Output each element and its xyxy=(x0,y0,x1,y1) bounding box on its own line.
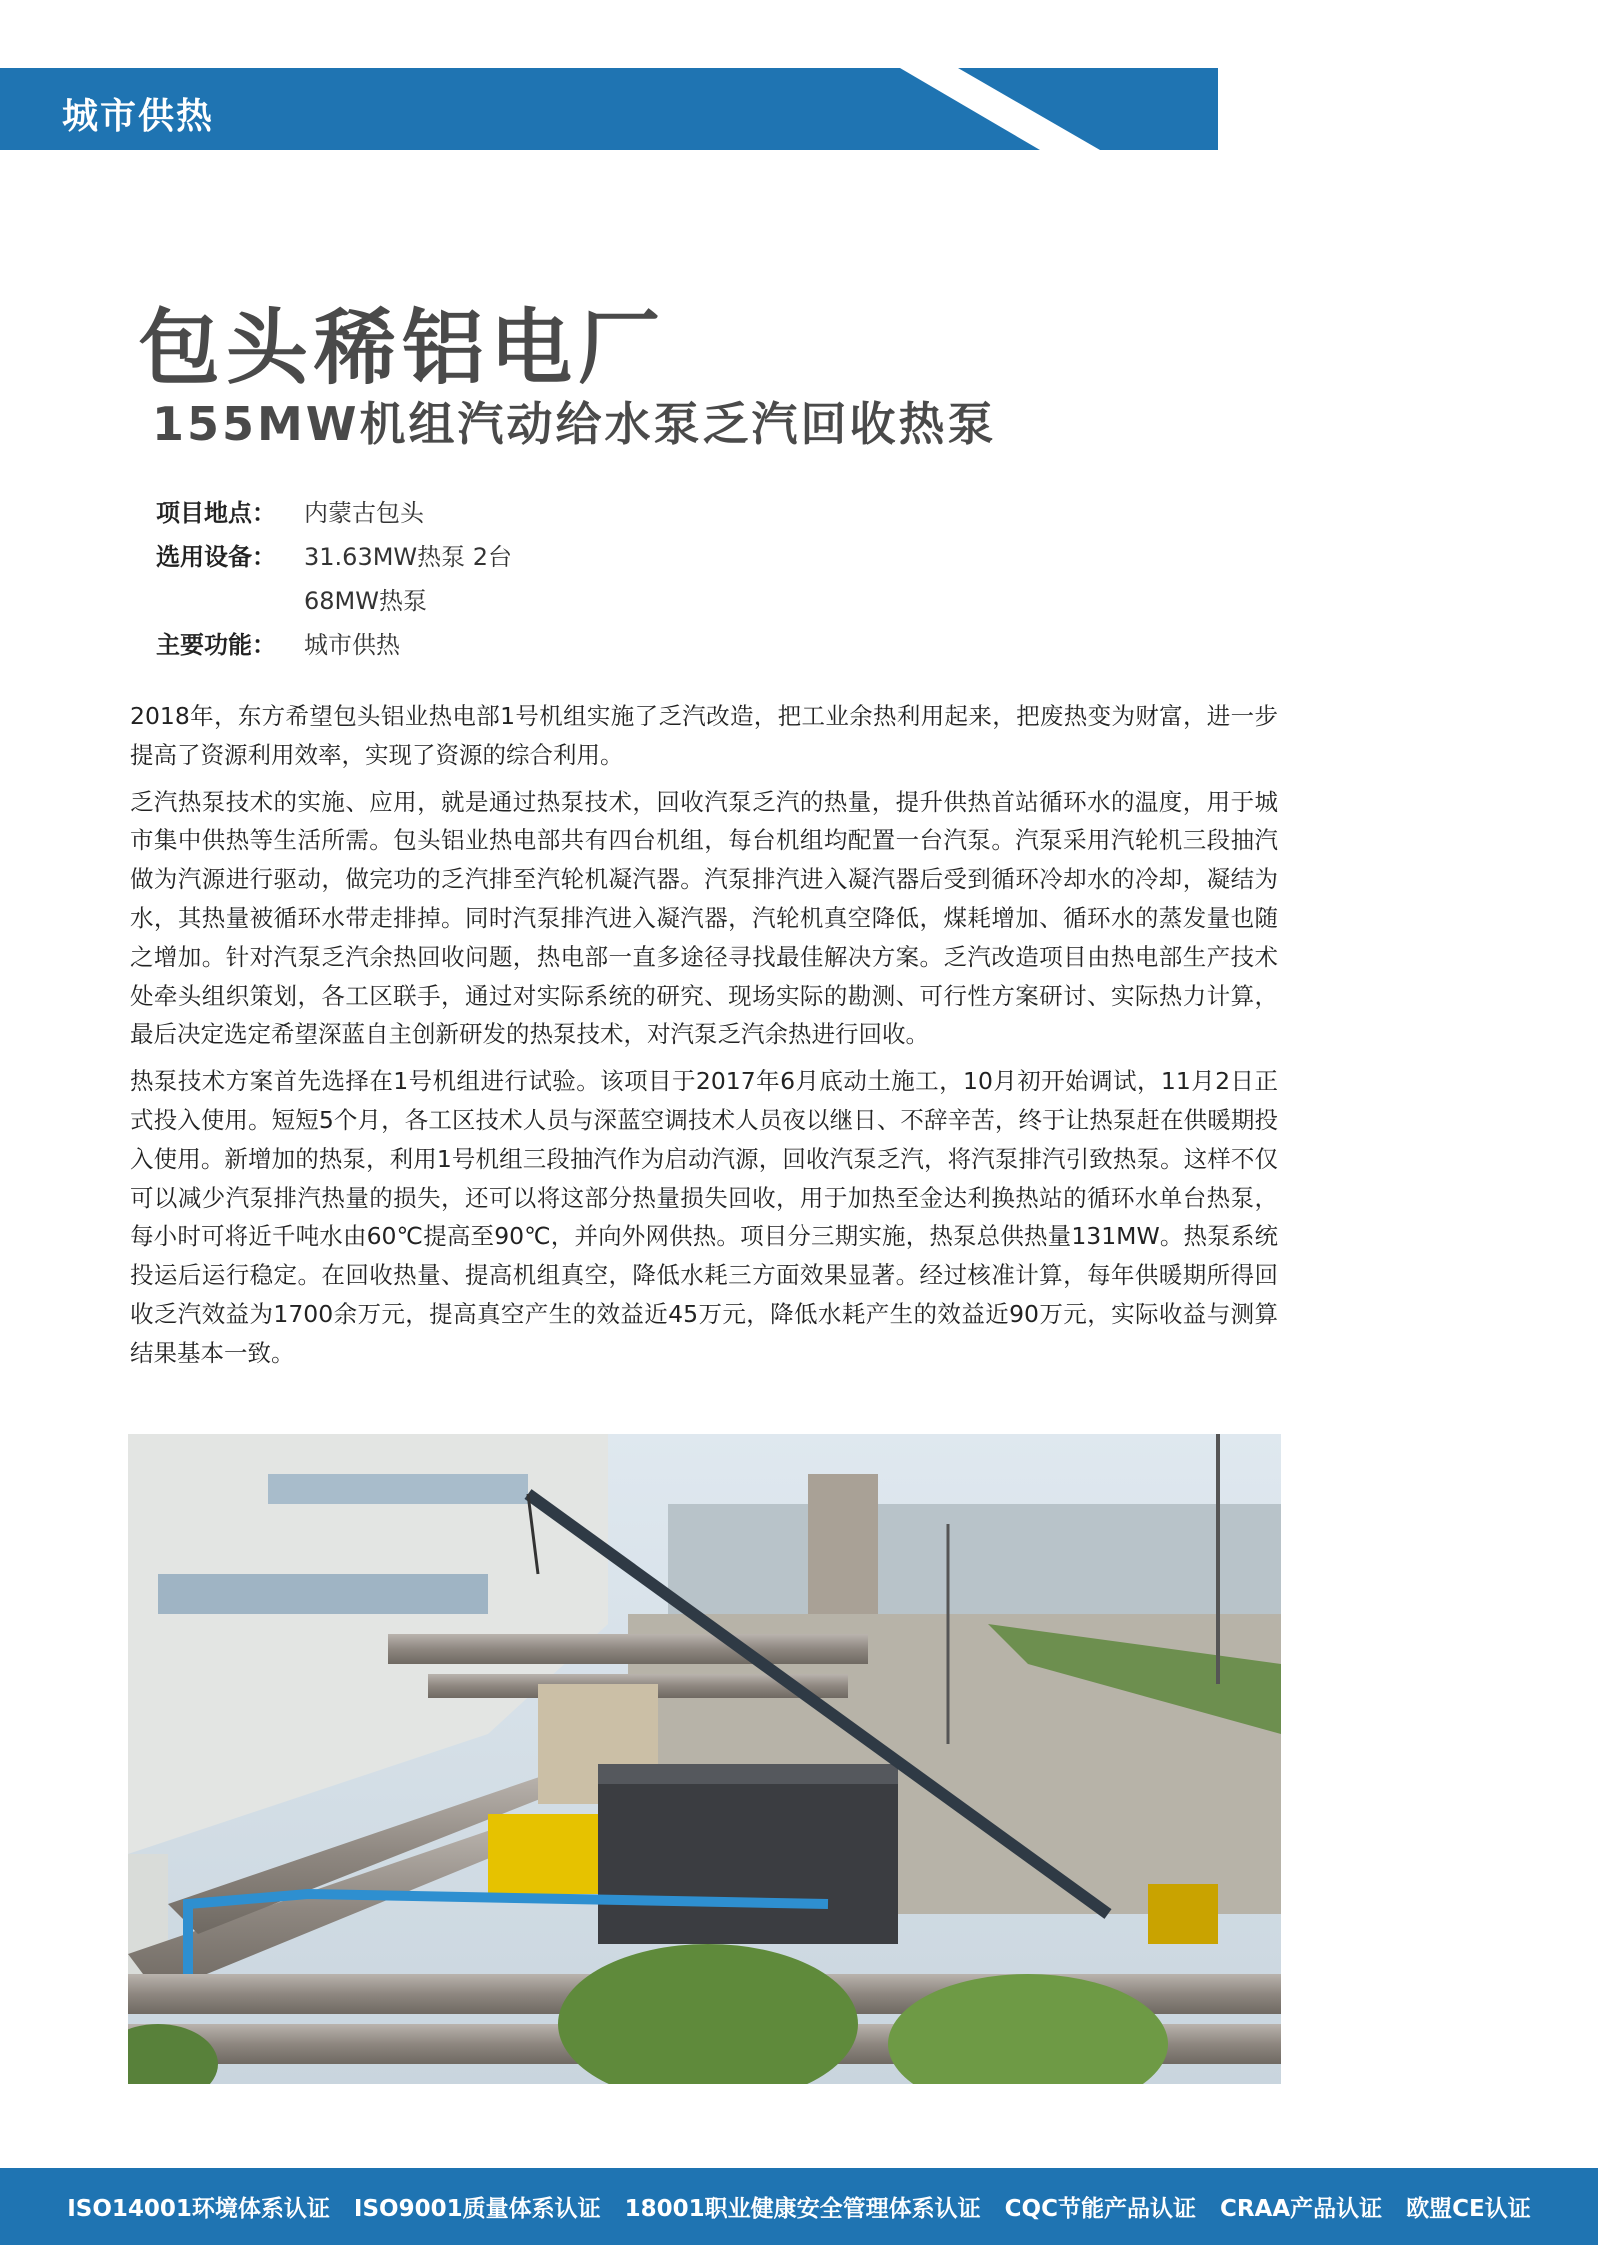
cert-item: ISO9001质量体系认证 xyxy=(353,2196,601,2222)
page-title: 包头稀铝电厂 xyxy=(138,301,667,396)
info-location xyxy=(156,488,512,532)
project-info xyxy=(156,488,512,664)
equipment-label: 选用设备： xyxy=(156,542,276,571)
cert-item: ISO14001环境体系认证 xyxy=(67,2196,330,2222)
cert-item: 欧盟CE认证 xyxy=(1406,2196,1531,2222)
paragraph-3: 热泵技术方案首先选择在1号机组进行试验。该项目于2017年6月底动土施工，10月初开始调试，11月2日正式投入使用。短短5个月，各工区技术人员与深蓝空调技术人员夜以继日、不辞辛苦，终于让热泵赶在供暖期投入使用。新增加的热泵，利用1号机组三段抽汽作为启动汽源，回收汽泵乏汽，将汽泵排汽引致热泵。这样不仅可以减少汽泵排汽热量的损失，还可以将这部分热量损失回收，用于加热至金达利换热站的循环水单台热泵，每小时可将近千吨水由60℃提高至90℃，并向外网供热。项目分三期实施，热泵总供热量131MW。热泵系统投运后运行稳定。在回收热量、提高机组真空，降低水耗三方面效果显著。经过核准计算，每年供暖期所得回收乏汽效益为1700余万元，提高真空产生的效益近45万元，降低水耗产生的效益近90万元，实际收益与测算结果基本一致。 xyxy=(130,1067,1278,1367)
site-photo xyxy=(128,1434,1281,2084)
info-equipment xyxy=(156,532,512,576)
equipment-value-2: 68MW热泵 xyxy=(304,586,427,615)
site-photo-illustration xyxy=(128,1434,1281,2084)
paragraph-2: 乏汽热泵技术的实施、应用，就是通过热泵技术，回收汽泵乏汽的热量，提升供热首站循环水的温度，用于城市集中供热等生活所需。包头铝业热电部共有四台机组，每台机组均配置一台汽泵。汽泵采用汽轮机三段抽汽做为汽源进行驱动，做完功的乏汽排至汽轮机凝汽器。汽泵排汽进入凝汽器后受到循环冷却水的冷却，凝结为水，其热量被循环水带走排掉。同时汽泵排汽进入凝汽器，汽轮机真空降低，煤耗增加、循环水的蒸发量也随之增加。针对汽泵乏汽余热回收问题，热电部一直多途径寻找最佳解决方案。乏汽改造项目由热电部生产技术处牵头组织策划，各工区联手，通过对实际系统的研究、现场实际的勘测、可行性方案研讨、实际热力计算，最后决定选定希望深蓝自主创新研发的热泵技术，对汽泵乏汽余热进行回收。 xyxy=(130,787,1278,1049)
info-function xyxy=(156,620,512,664)
equipment-value-1: 31.63MW热泵 2台 xyxy=(304,542,513,571)
body-text xyxy=(130,697,1278,1381)
cert-item: CRAA产品认证 xyxy=(1219,2196,1383,2222)
paragraph-1: 2018年，东方希望包头铝业热电部1号机组实施了乏汽改造，把工业余热利用起来，把废热变为财富，进一步提高了资源利用效率，实现了资源的综合利用。 xyxy=(130,702,1278,769)
page-subtitle: 155MW机组汽动给水泵乏汽回收热泵 xyxy=(152,397,997,451)
function-value: 城市供热 xyxy=(304,630,400,659)
section-label: 城市供热 xyxy=(62,96,215,137)
certification-footer xyxy=(0,2168,1598,2245)
cert-item: 18001职业健康安全管理体系认证 xyxy=(624,2196,981,2222)
cert-list xyxy=(67,2190,1531,2223)
info-equipment-2 xyxy=(156,576,512,620)
location-label: 项目地点： xyxy=(156,498,276,527)
function-label: 主要功能： xyxy=(156,630,276,659)
location-value: 内蒙古包头 xyxy=(304,498,424,527)
cert-item: CQC节能产品认证 xyxy=(1004,2196,1196,2222)
